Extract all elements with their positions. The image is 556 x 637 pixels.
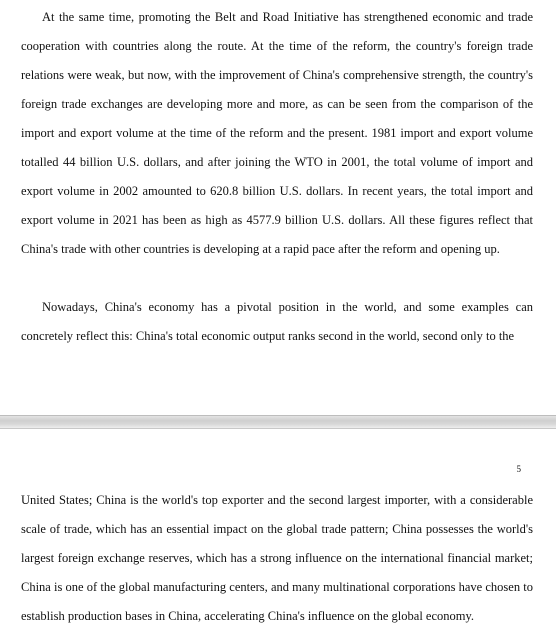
paragraph-trade-cooperation: At the same time, promoting the Belt and Road Initiative has strengthened economic and trade cooperation with countries along the route. At the time of the reform, the country's foreign trade relations were weak, but now, with the improvement of China's comprehensive strength, the country's foreign trade exchanges are developing more and more, as can be seen from the comparison of the import and export volume at the time of the reform and the present. 1981 import and export volume totalled 44 billion U.S. dollars, and after joining the WTO in 2001, the total volume of import and export volume in 2002 amounted to 620.8 billion U.S. dollars. In recent years, the total import and export volume in 2021 has been as high as 4577.9 billion U.S. dollars. All these figures reflect that China's trade with other countries is developing at a rapid pace after the reform and opening up. — [21, 10, 533, 256]
page-break-divider — [0, 415, 556, 429]
paragraph-economic-position: Nowadays, China's economy has a pivotal position in the world, and some examples can concretely reflect this: China's total economic output ranks second in the world, second only to the — [21, 300, 533, 343]
document-page-bottom — [0, 429, 556, 637]
paragraph-continuation: United States; China is the world's top exporter and the second largest importer, with a considerable scale of trade, which has an essential impact on the global trade pattern; China possesses the world's largest foreign exchange reserves, which has a strong influence on the international financial market; China is one of the global manufacturing centers, and many multinational corporations have chosen to establish production bases in China, accelerating China's influence on the global economy. — [21, 493, 533, 623]
page-number: 5 — [516, 464, 521, 474]
